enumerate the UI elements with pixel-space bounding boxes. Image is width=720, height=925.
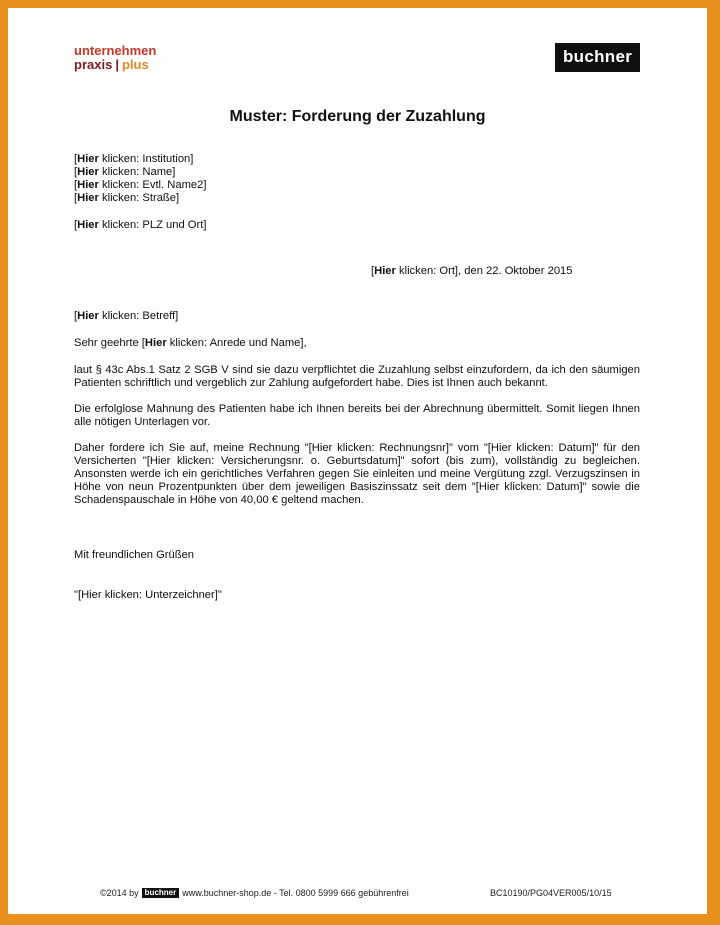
body-paragraph-1: laut § 43c Abs.1 Satz 2 SGB V sind sie dazu verpflichtet die Zuzahlung selbst einzufordern, da ich den säumigen Patienten schriftlich und vergeblich zur Zahlung aufgefordert habe. Dies ist Ihnen auch bekannt.	[74, 364, 640, 389]
buchner-logo: buchner	[555, 43, 640, 72]
address-line-plz-ort[interactable]: [Hier klicken: PLZ und Ort]	[74, 219, 207, 231]
footer-document-code: BC10190/PG04VER005/10/15	[490, 888, 612, 898]
salutation[interactable]: Sehr geehrte [Hier klicken: Anrede und Name],	[74, 337, 307, 349]
closing-phrase: Mit freundlichen Grüßen	[74, 549, 195, 561]
brand-line-1: unternehmen	[74, 43, 157, 58]
address-block	[74, 153, 206, 205]
hier-label: Hier	[77, 153, 99, 165]
body-paragraph-2: Die erfolglose Mahnung des Patienten habe ich Ihnen bereits bei der Abrechnung übermittelt. Somit liegen Ihnen alle nötigen Unterlagen vor.	[74, 403, 640, 428]
hier-label: Hier	[77, 219, 99, 231]
footer	[100, 888, 409, 898]
document-title: Muster: Forderung der Zuzahlung	[229, 108, 486, 125]
hier-label: Hier	[374, 265, 396, 277]
footer-buchner-logo: buchner	[142, 888, 180, 898]
hier-label: Hier	[77, 310, 99, 322]
hier-label: Hier	[77, 179, 99, 191]
signer-placeholder[interactable]: "[Hier klicken: Unterzeichner]"	[74, 589, 222, 601]
hier-label: Hier	[77, 166, 99, 178]
address-line-name[interactable]: [Hier klicken: Name]	[74, 166, 176, 178]
brand-plus: plus	[121, 57, 149, 72]
hier-label: Hier	[144, 337, 167, 349]
letter-page	[8, 8, 707, 914]
address-line-street[interactable]: [Hier klicken: Straße]	[74, 192, 180, 204]
subject-line[interactable]: [Hier klicken: Betreff]	[74, 310, 179, 322]
brand-separator: |	[115, 57, 119, 72]
brand-logo-unternehmen-praxis-plus	[74, 44, 156, 72]
body-paragraph-3: Daher fordere ich Sie auf, meine Rechnung "[Hier klicken: Rechnungsnr]" vom "[Hier klicken: Datum]" für den Versicherten "[Hier klicken: Versicherungsnr. o. Geburtsdatum]" sofort (bis zum), vollständig zu begleichen. Ansonsten werde ich ein gerichtliches Verfahren gegen Sie einleiten und meine Vergütung zzgl. Verzugszinsen in Höhe von neun Prozentpunkten über dem jeweiligen Basiszinssatz seit dem "[Hier klicken: Datum]" sowie die Schadenspauschale in Höhe von 40,00 € geltend machen.	[74, 442, 640, 506]
footer-contact: www.buchner-shop.de - Tel. 0800 5999 666 gebührenfrei	[182, 888, 409, 898]
brand-praxis: praxis	[74, 57, 113, 72]
date-line[interactable]: [Hier klicken: Ort], den 22. Oktober 2015	[371, 265, 573, 277]
hier-label: Hier	[77, 192, 99, 204]
address-line-institution[interactable]: [Hier klicken: Institution]	[74, 153, 194, 165]
address-line-name2[interactable]: [Hier klicken: Evtl. Name2]	[74, 179, 207, 191]
footer-copyright: ©2014 by	[100, 888, 139, 898]
